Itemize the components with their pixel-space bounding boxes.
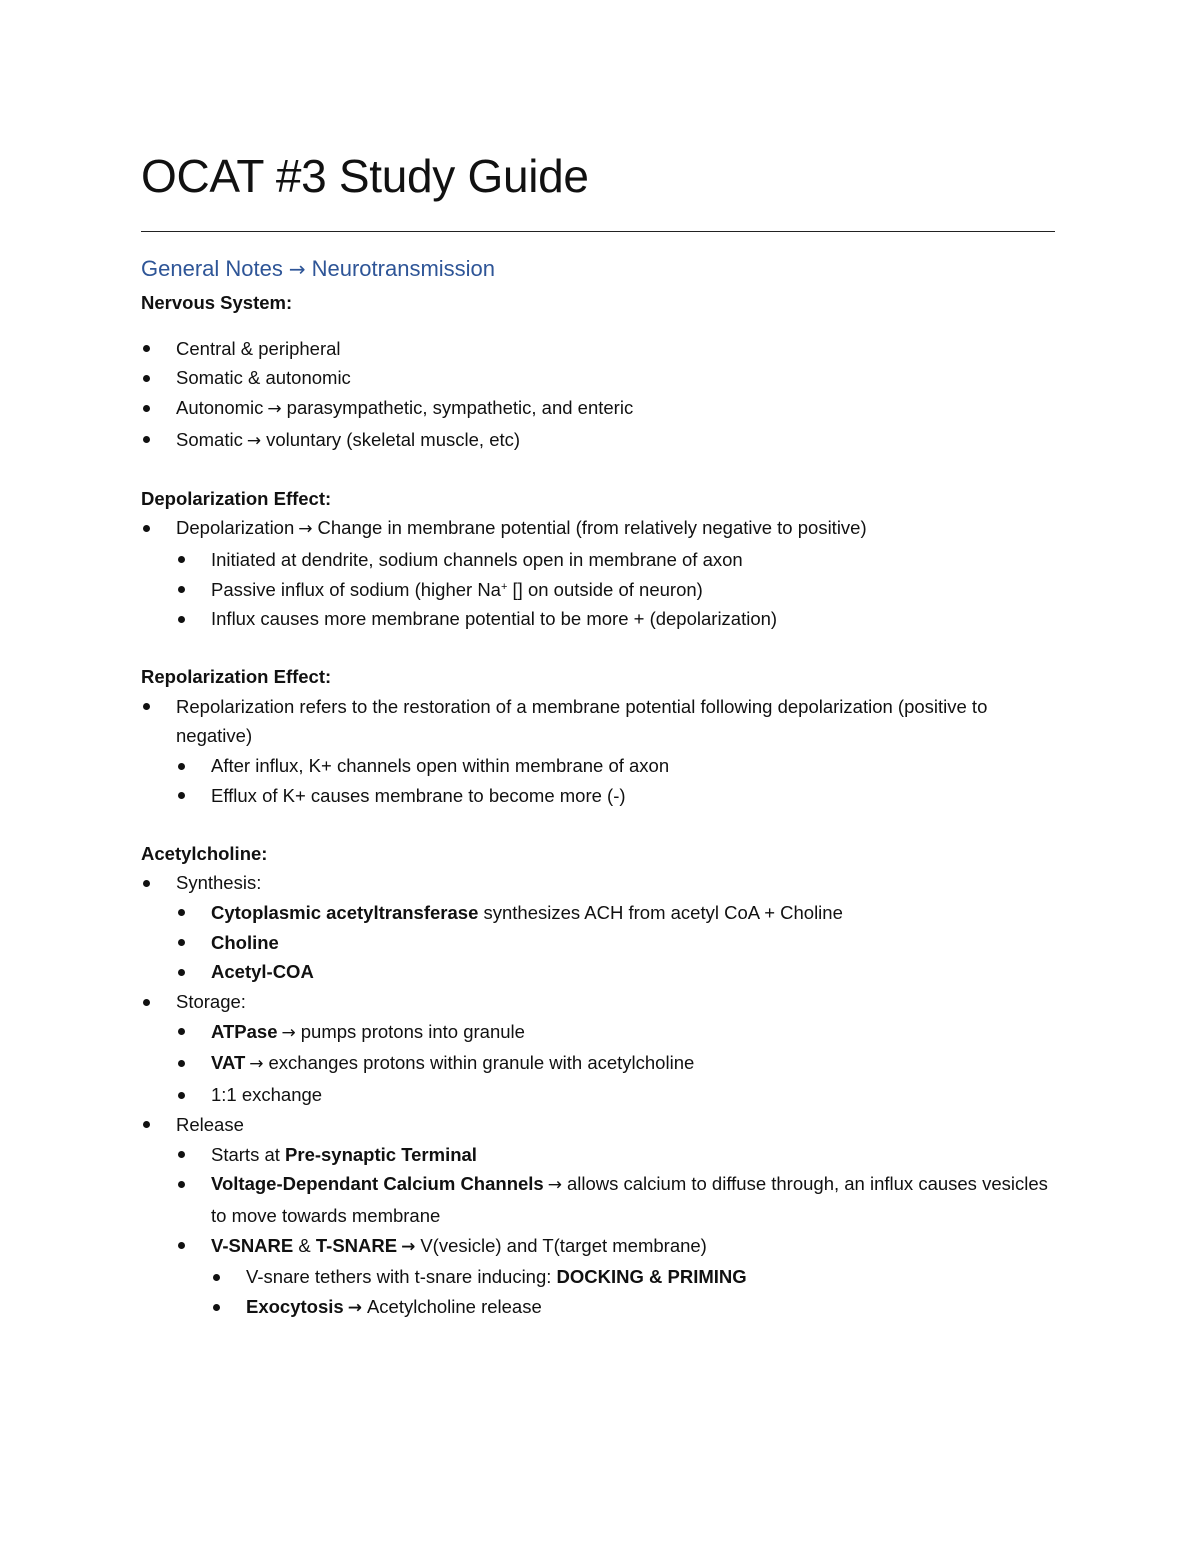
section-heading-nervous-system: Nervous System: bbox=[141, 292, 293, 313]
list-item bbox=[176, 928, 1055, 958]
right-arrow-icon: → bbox=[249, 1054, 264, 1075]
right-arrow-icon: → bbox=[267, 399, 282, 420]
item-text: Starts at bbox=[211, 1143, 286, 1165]
item-term: Exocytosis bbox=[246, 1296, 344, 1318]
item-text: V(vesicle) and T(target membrane) bbox=[420, 1234, 707, 1256]
item-term: Somatic bbox=[176, 428, 243, 450]
list-item-release bbox=[141, 1110, 1055, 1324]
list-item bbox=[141, 692, 1055, 811]
item-term: Voltage-Dependant Calcium Channels bbox=[211, 1173, 544, 1195]
section-heading-repolarization: Repolarization Effect: bbox=[141, 666, 332, 688]
list-item: After influx, K+ channels open within membrane of axon bbox=[176, 751, 1055, 781]
acetylcholine-list bbox=[141, 868, 1055, 1324]
list-item bbox=[141, 425, 1055, 457]
right-arrow-icon: → bbox=[281, 1022, 296, 1043]
list-item bbox=[141, 393, 1055, 425]
repolarization-list bbox=[141, 692, 1055, 811]
subheading-left: General Notes bbox=[141, 256, 283, 281]
right-arrow-icon: → bbox=[246, 430, 262, 451]
item-term: T-SNARE bbox=[315, 1234, 398, 1256]
document-title: OCAT #3 Study Guide bbox=[141, 150, 589, 202]
item-term: V-SNARE bbox=[211, 1234, 294, 1256]
right-arrow-icon: → bbox=[347, 1298, 362, 1319]
document-body bbox=[141, 288, 1055, 1324]
item-text: Repolarization refers to the restoration of a membrane potential following depolarization (positive to negative) bbox=[176, 695, 988, 747]
item-label: Release bbox=[176, 1113, 244, 1135]
item-term: VAT bbox=[211, 1052, 246, 1074]
list-item: Initiated at dendrite, sodium channels open in membrane of axon bbox=[176, 545, 1055, 575]
item-term: Depolarization bbox=[176, 517, 295, 539]
item-text: parasympathetic, sympathetic, and enteric bbox=[286, 397, 634, 419]
right-arrow-icon: → bbox=[547, 1175, 562, 1196]
snare-sublist bbox=[211, 1262, 1055, 1323]
item-text: [] on outside of neuron) bbox=[507, 578, 703, 600]
item-text: synthesizes ACH from acetyl CoA + Choline bbox=[478, 901, 843, 923]
release-sublist bbox=[176, 1140, 1055, 1324]
list-item: Somatic & autonomic bbox=[141, 363, 1055, 393]
item-text: & bbox=[293, 1234, 316, 1256]
item-text: allows calcium to diffuse through, an influx causes vesicles to move towards membrane bbox=[211, 1173, 1048, 1226]
item-term: Choline bbox=[211, 931, 279, 953]
item-label: Synthesis: bbox=[176, 872, 262, 894]
right-arrow-icon: → bbox=[288, 257, 306, 281]
item-term: ATPase bbox=[211, 1020, 278, 1042]
list-item bbox=[176, 957, 1055, 987]
list-item-synthesis bbox=[141, 868, 1055, 987]
item-text: voluntary (skeletal muscle, etc) bbox=[266, 428, 521, 450]
title-divider bbox=[141, 231, 1055, 232]
list-item bbox=[176, 1169, 1055, 1230]
synthesis-sublist bbox=[176, 898, 1055, 987]
list-item: Efflux of K+ causes membrane to become more (-) bbox=[176, 781, 1055, 811]
list-item: 1:1 exchange bbox=[176, 1080, 1055, 1110]
list-item bbox=[176, 898, 1055, 928]
superscript: + bbox=[500, 580, 508, 593]
subheading-right: Neurotransmission bbox=[311, 256, 496, 281]
storage-sublist bbox=[176, 1017, 1055, 1110]
repolarization-sublist bbox=[176, 751, 1055, 810]
list-item bbox=[141, 513, 1055, 634]
item-term: Cytoplasmic acetyltransferase bbox=[211, 901, 479, 923]
list-item bbox=[176, 1017, 1055, 1049]
nervous-system-list bbox=[141, 334, 1055, 457]
list-item bbox=[211, 1292, 1055, 1324]
list-item bbox=[176, 575, 1055, 605]
list-item-storage bbox=[141, 987, 1055, 1110]
item-term: DOCKING & PRIMING bbox=[556, 1266, 747, 1288]
subheading bbox=[141, 254, 495, 284]
list-item bbox=[176, 1231, 1055, 1324]
item-text: Change in membrane potential (from relatively negative to positive) bbox=[317, 517, 867, 539]
item-text: V-snare tethers with t-snare inducing: bbox=[246, 1266, 557, 1288]
item-term: Autonomic bbox=[176, 397, 264, 419]
item-term: Pre-synaptic Terminal bbox=[285, 1143, 477, 1165]
right-arrow-icon: → bbox=[298, 519, 313, 540]
list-item bbox=[176, 1140, 1055, 1170]
item-text: Passive influx of sodium (higher Na bbox=[211, 578, 501, 600]
item-term: Acetyl-COA bbox=[211, 961, 314, 983]
item-label: Storage: bbox=[176, 991, 246, 1013]
item-text: pumps protons into granule bbox=[300, 1020, 525, 1042]
item-text: exchanges protons within granule with acetylcholine bbox=[268, 1052, 695, 1074]
right-arrow-icon: → bbox=[401, 1236, 416, 1257]
depolarization-sublist bbox=[176, 545, 1055, 634]
list-item bbox=[176, 1048, 1055, 1080]
list-item: Central & peripheral bbox=[141, 334, 1055, 364]
depolarization-list bbox=[141, 513, 1055, 634]
list-item: Influx causes more membrane potential to be more + (depolarization) bbox=[176, 604, 1055, 634]
section-heading-acetylcholine: Acetylcholine: bbox=[141, 842, 268, 864]
item-text: Acetylcholine release bbox=[366, 1296, 542, 1318]
list-item bbox=[211, 1262, 1055, 1292]
section-heading-depolarization: Depolarization Effect: bbox=[141, 487, 332, 509]
